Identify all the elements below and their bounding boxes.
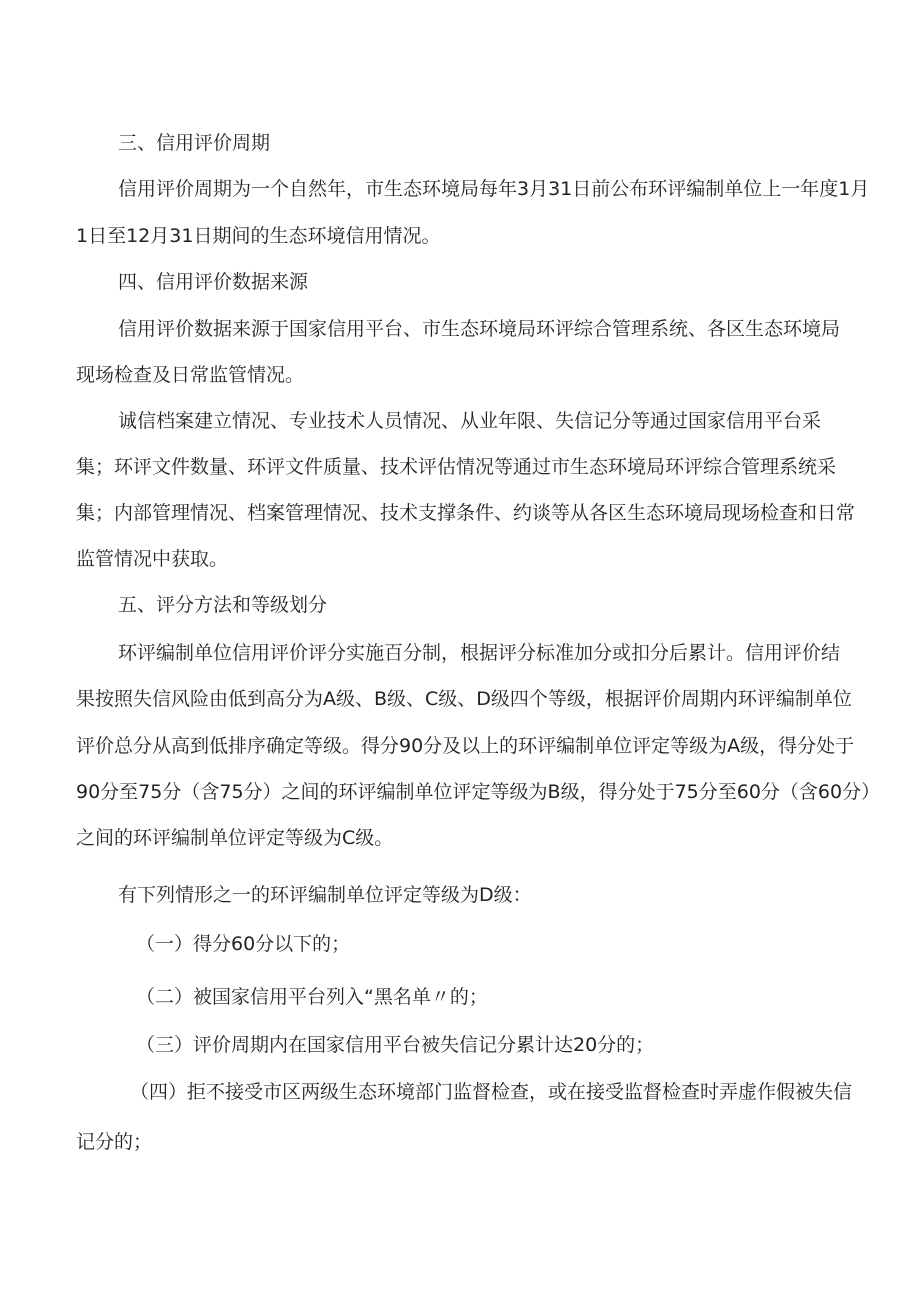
paragraph-line: 现场检查及日常监管情况。: [76, 364, 305, 386]
paragraph-line: 环评编制单位信用评价评分实施百分制，根据评分标准加分或扣分后累计。信用评价结: [118, 642, 841, 664]
paragraph-line: 1日至12月31日期间的生态环境信用情况。: [76, 225, 441, 247]
section-heading-evaluation-period: 三、信用评价周期: [118, 132, 271, 154]
paragraph-line: 记分的；: [76, 1131, 153, 1153]
list-item: （三）评价周期内在国家信用平台被失信记分累计达20分的；: [136, 1034, 655, 1056]
list-item: （四）拒不接受市区两级生态环境部门监督检查，或在接受监督检查时弄虚作假被失信: [130, 1081, 853, 1103]
d-grade-intro: 有下列情形之一的环评编制单位评定等级为D级：: [118, 884, 532, 906]
section-heading-data-source: 四、信用评价数据来源: [118, 271, 309, 293]
paragraph-line: 90分至75分（含75分）之间的环评编制单位评定等级为B级，得分处于75分至60分（含60分）: [76, 781, 881, 803]
paragraph-line: 评价总分从高到低排序确定等级。得分90分及以上的环评编制单位评定等级为A级，得分处于: [76, 735, 855, 757]
paragraph-line: 集；内部管理情况、档案管理情况、技术支撑条件、约谈等从各区生态环境局现场检查和日常: [76, 502, 856, 524]
section-heading-scoring-method: 五、评分方法和等级划分: [118, 594, 328, 616]
paragraph-line: 诚信档案建立情况、专业技术人员情况、从业年限、失信记分等通过国家信用平台采: [118, 410, 822, 432]
paragraph-line: 集；环评文件数量、环评文件质量、技术评估情况等通过市生态环境局环评综合管理系统采: [76, 456, 837, 478]
paragraph-line: 信用评价周期为一个自然年，市生态环境局每年3月31日前公布环评编制单位上一年度1月: [118, 178, 870, 200]
list-item: （二）被国家信用平台列入“黑名单〃的；: [136, 986, 488, 1008]
paragraph-line: 信用评价数据来源于国家信用平台、市生态环境局环评综合管理系统、各区生态环境局: [118, 318, 841, 340]
paragraph-line: 果按照失信风险由低到高分为A级、B级、C级、D级四个等级，根据评价周期内环评编制单位: [76, 688, 852, 710]
paragraph-line: 之间的环评编制单位评定等级为C级。: [76, 827, 394, 849]
paragraph-line: 监管情况中获取。: [76, 548, 229, 570]
list-item: （一）得分60分以下的；: [136, 933, 351, 955]
